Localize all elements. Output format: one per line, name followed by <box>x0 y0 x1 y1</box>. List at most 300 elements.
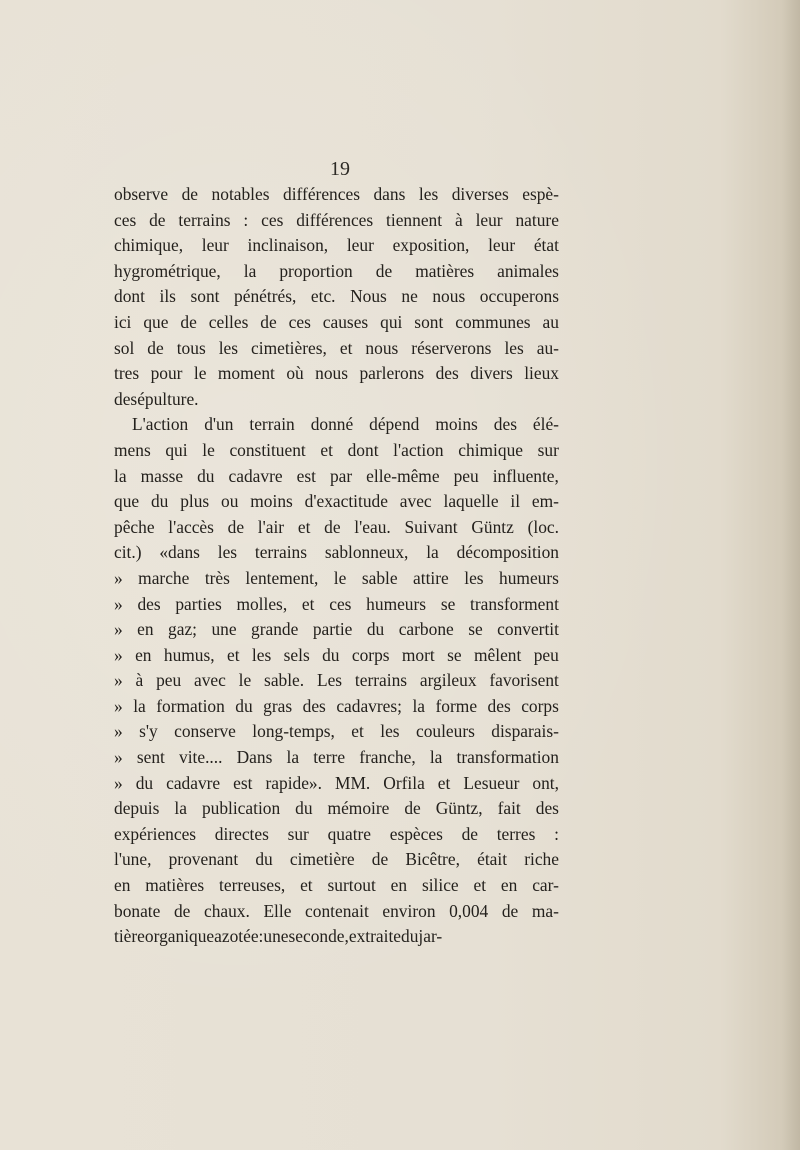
word: pour <box>150 363 183 384</box>
word: : <box>258 926 264 947</box>
text-line <box>114 489 559 515</box>
word: provenant <box>168 849 239 870</box>
word: sont <box>190 286 220 307</box>
word: réserverons <box>411 337 492 358</box>
word: nous <box>365 337 399 358</box>
word: : <box>243 209 249 230</box>
word: s'y <box>139 721 158 742</box>
text-line <box>114 694 559 720</box>
word: du <box>295 798 313 819</box>
word: » <box>114 772 123 793</box>
word: sol <box>114 337 135 358</box>
word: que <box>143 311 169 332</box>
word: environ <box>382 900 436 921</box>
word: sable. <box>264 670 305 691</box>
word: la <box>286 747 300 768</box>
word: terreuses, <box>219 875 286 896</box>
word: gras <box>263 695 293 716</box>
word: inclinaison, <box>247 235 329 256</box>
word: Elle <box>263 900 292 921</box>
word: terrains <box>178 209 231 230</box>
word: occuperons <box>479 286 559 307</box>
word: plus <box>180 491 210 512</box>
word: peu <box>533 644 559 665</box>
word: » <box>114 695 123 716</box>
text-line <box>114 566 559 592</box>
word: » <box>114 619 123 640</box>
word: favorisent <box>489 670 559 691</box>
word: avec <box>399 491 432 512</box>
word: expériences <box>114 823 197 844</box>
word: des <box>487 695 511 716</box>
word: jar- <box>418 926 443 947</box>
word: le <box>238 670 252 691</box>
text-line <box>114 361 559 387</box>
text-line <box>114 259 559 285</box>
text-line <box>114 412 559 438</box>
word: tous <box>176 337 206 358</box>
word: attire <box>413 567 449 588</box>
word: du <box>197 465 215 486</box>
word: des <box>137 593 161 614</box>
word: l'air <box>257 516 285 537</box>
word: partie <box>312 619 353 640</box>
word: leur <box>488 235 516 256</box>
word: les <box>217 542 238 563</box>
word: est <box>233 772 253 793</box>
word: au <box>542 311 559 332</box>
word: Suivant <box>404 516 458 537</box>
word: ils <box>159 286 176 307</box>
word: dont <box>114 286 145 307</box>
word: matières <box>415 260 475 281</box>
word: humus, <box>163 644 215 665</box>
word: les <box>380 721 400 742</box>
text-line <box>114 208 559 234</box>
word: espèces <box>389 823 443 844</box>
word: en <box>114 875 131 896</box>
word: l'eau. <box>354 516 391 537</box>
word: conserve <box>174 721 236 742</box>
word: de <box>501 900 519 921</box>
word: humeurs <box>499 567 559 588</box>
word: élé- <box>532 414 559 435</box>
word: dans <box>373 184 406 204</box>
text-line <box>114 873 559 899</box>
word: proportion <box>279 260 353 281</box>
word: cimetière <box>289 849 355 870</box>
word: l'une, <box>114 849 152 870</box>
text-line <box>114 387 559 413</box>
word: se <box>440 593 456 614</box>
word: différences <box>283 184 360 204</box>
word: influente, <box>492 465 559 486</box>
word: donné <box>310 414 354 435</box>
word: transformation <box>456 747 559 768</box>
word: ne <box>401 286 418 307</box>
word: azotée <box>214 926 259 947</box>
word: ici <box>114 311 132 332</box>
text-line <box>114 668 559 694</box>
word: des <box>302 695 326 716</box>
word: 0,004 <box>449 900 489 921</box>
word: chimique, <box>114 235 184 256</box>
word: matières <box>145 875 205 896</box>
word: vite.... <box>179 747 223 768</box>
word: chaux. <box>203 900 250 921</box>
word: sent <box>136 747 165 768</box>
word: mémoire <box>327 798 390 819</box>
word: exposition, <box>392 235 470 256</box>
word: et <box>226 644 240 665</box>
word: du <box>255 849 273 870</box>
word: riche <box>524 849 559 870</box>
word: lentement, <box>245 567 319 588</box>
word: l'accès <box>168 516 214 537</box>
word: mort <box>401 644 435 665</box>
word: mêlent <box>474 644 522 665</box>
word: organique <box>144 926 215 947</box>
word: sépulture. <box>130 388 199 409</box>
word: cit.) <box>114 542 142 563</box>
text-line <box>114 438 559 464</box>
word: du <box>366 619 385 640</box>
word: du <box>322 644 340 665</box>
word: couleurs <box>415 721 475 742</box>
word: pêche <box>114 516 155 537</box>
text-line <box>114 719 559 745</box>
word: peu <box>453 465 479 486</box>
word: les <box>251 644 272 665</box>
body-text <box>114 182 559 950</box>
word: cadavre <box>166 772 221 793</box>
page-number: 19 <box>330 158 350 180</box>
word: au- <box>536 337 559 358</box>
word: Güntz <box>471 516 514 537</box>
word: nous <box>432 286 466 307</box>
word: en <box>135 644 152 665</box>
word: d'un <box>204 414 234 435</box>
word: une <box>263 926 289 947</box>
word: celles <box>208 311 249 332</box>
text-line <box>114 284 559 310</box>
word: lieux <box>524 363 559 384</box>
text-line <box>114 796 559 822</box>
word: sels <box>283 644 310 665</box>
word: molles, <box>236 593 288 614</box>
text-line <box>114 592 559 618</box>
word: la <box>114 465 127 486</box>
word: em- <box>531 491 559 512</box>
word: et <box>297 516 311 537</box>
word: forme <box>435 695 478 716</box>
word: transforment <box>470 593 559 614</box>
word: » <box>114 644 123 665</box>
word: silice <box>421 875 459 896</box>
word: de <box>180 311 197 332</box>
word: le <box>202 439 215 460</box>
word: Lesueur <box>463 772 520 793</box>
word: à <box>454 209 463 230</box>
word: le <box>333 567 347 588</box>
word: ces <box>114 209 137 230</box>
word: divers <box>470 363 513 384</box>
word: en <box>390 875 408 896</box>
word: quatre <box>327 823 372 844</box>
word: leur <box>201 235 229 256</box>
word: de <box>147 337 164 358</box>
word: la <box>133 695 146 716</box>
word: la <box>426 542 439 563</box>
word: marche <box>138 567 190 588</box>
word: dépend <box>369 414 420 435</box>
word: de <box>461 823 478 844</box>
text-line <box>114 899 559 925</box>
word: moins <box>250 491 293 512</box>
word: était <box>477 849 508 870</box>
word: leur <box>346 235 374 256</box>
word: de <box>324 516 341 537</box>
word: de <box>173 900 191 921</box>
word: Les <box>316 670 343 691</box>
word: sur <box>287 823 309 844</box>
text-line <box>114 643 559 669</box>
word: et <box>300 875 313 896</box>
word: dont <box>347 439 379 460</box>
word: cadavres; <box>336 695 402 716</box>
word: la <box>412 695 426 716</box>
word: qui <box>165 439 188 460</box>
word: » <box>114 747 123 768</box>
word: à <box>135 670 144 691</box>
word: avec <box>194 670 226 691</box>
word: tière <box>114 926 145 947</box>
word: directes <box>214 823 269 844</box>
word: de <box>404 798 421 819</box>
word: les <box>504 337 524 358</box>
word: corps <box>351 644 390 665</box>
word: franche, <box>359 747 416 768</box>
word: pénétrés, <box>234 286 297 307</box>
word: fait <box>497 798 521 819</box>
word: convertit <box>497 619 559 640</box>
word: contenait <box>305 900 369 921</box>
word: par <box>329 465 353 486</box>
word: moment <box>217 363 275 384</box>
word: observe <box>114 184 169 204</box>
word: » <box>114 593 123 614</box>
word: MM. <box>334 772 371 793</box>
word: etc. <box>310 286 336 307</box>
word: «dans <box>159 542 200 563</box>
word: tres <box>114 363 140 384</box>
word: depuis <box>114 798 160 819</box>
word: » <box>114 670 123 691</box>
word: en <box>500 875 518 896</box>
text-line <box>114 771 559 797</box>
word: la <box>243 260 257 281</box>
word: les <box>218 337 239 358</box>
word: » <box>114 567 123 588</box>
word: qui <box>380 311 403 332</box>
word: causes <box>322 311 369 332</box>
word: sable <box>361 567 398 588</box>
word: la <box>174 798 187 819</box>
word: de <box>114 388 131 409</box>
word: du <box>401 926 419 947</box>
word: diverses <box>451 184 509 204</box>
word: des <box>493 414 517 435</box>
word: de <box>371 849 389 870</box>
word: nature <box>515 209 559 230</box>
word: Nous <box>350 286 387 307</box>
word: laquelle <box>443 491 499 512</box>
word: du <box>150 491 169 512</box>
word: : <box>554 823 559 844</box>
word: peu <box>156 670 182 691</box>
word: gaz; <box>168 619 197 640</box>
text-line <box>114 924 559 950</box>
word: moins <box>435 414 478 435</box>
word: de <box>149 209 166 230</box>
word: se <box>468 619 483 640</box>
word: bonate <box>114 900 161 921</box>
word: terrain <box>249 414 295 435</box>
text-line <box>114 540 559 566</box>
word: argileux <box>419 670 477 691</box>
word: Güntz, <box>435 798 483 819</box>
word: du <box>135 772 154 793</box>
word: grande <box>251 619 299 640</box>
word: la <box>429 747 443 768</box>
text-line <box>114 233 559 259</box>
word: extraite <box>348 926 402 947</box>
word: espè- <box>522 184 559 204</box>
text-line <box>114 515 559 541</box>
word: du <box>235 695 253 716</box>
word: tiennent <box>386 209 443 230</box>
word: hygrométrique, <box>114 260 221 281</box>
word: ces <box>261 209 284 230</box>
word: et <box>473 875 487 896</box>
word: sur <box>537 439 559 460</box>
word: cimetières, <box>251 337 327 358</box>
word: constituent <box>229 439 306 460</box>
word: communes <box>455 311 531 332</box>
word: disparais- <box>491 721 559 742</box>
word: surtout <box>327 875 376 896</box>
word: ces <box>329 593 352 614</box>
word: que <box>114 491 140 512</box>
word: est <box>296 465 316 486</box>
text-line <box>114 847 559 873</box>
word: elle-même <box>366 465 440 486</box>
word: ont, <box>532 772 559 793</box>
word: » <box>114 721 123 742</box>
word: d'exactitude <box>304 491 388 512</box>
word: rapide». <box>265 772 322 793</box>
word: masse <box>140 465 184 486</box>
word: en <box>137 619 154 640</box>
word: terrains <box>354 670 408 691</box>
word: une <box>211 619 237 640</box>
page-edge-shadow <box>782 0 800 1150</box>
word: Dans <box>236 747 273 768</box>
word: où <box>286 363 304 384</box>
word: car- <box>532 875 559 896</box>
word: ma- <box>531 900 559 921</box>
text-line <box>114 617 559 643</box>
word: formation <box>156 695 225 716</box>
word: leur <box>475 209 503 230</box>
word: décomposition <box>456 542 559 563</box>
word: chimique <box>458 439 523 460</box>
word: humeurs <box>366 593 427 614</box>
text-line <box>114 310 559 336</box>
word: cadavre <box>228 465 283 486</box>
word: notables <box>211 184 270 204</box>
word: Bicêtre, <box>405 849 460 870</box>
word: nous <box>315 363 349 384</box>
word: mens <box>114 439 151 460</box>
word: les <box>418 184 439 204</box>
word: ces <box>288 311 311 332</box>
word: carbone <box>398 619 454 640</box>
word: et <box>320 439 333 460</box>
word: des <box>435 363 459 384</box>
word: le <box>193 363 207 384</box>
word: terre <box>313 747 346 768</box>
word: de <box>227 516 245 537</box>
word: différences <box>296 209 374 230</box>
word: terres <box>496 823 536 844</box>
text-line <box>114 822 559 848</box>
text-line <box>114 336 559 362</box>
word: sont <box>414 311 444 332</box>
word: et <box>339 337 353 358</box>
word: de <box>181 184 199 204</box>
word: de <box>260 311 277 332</box>
word: et <box>351 721 364 742</box>
word: des <box>535 798 559 819</box>
word: parlerons <box>359 363 425 384</box>
word: publication <box>201 798 281 819</box>
word: terrains <box>254 542 308 563</box>
word: seconde, <box>288 926 349 947</box>
word: (loc. <box>527 516 559 537</box>
word: et <box>437 772 451 793</box>
word: et <box>301 593 315 614</box>
word: animales <box>497 260 559 281</box>
text-line <box>114 464 559 490</box>
word: l'action <box>393 439 444 460</box>
word: L'action <box>132 414 189 435</box>
word: les <box>464 567 484 588</box>
word: Orfila <box>383 772 425 793</box>
word: très <box>204 567 230 588</box>
word: de <box>375 260 393 281</box>
text-line <box>114 182 559 208</box>
word: il <box>510 491 521 512</box>
word: corps <box>521 695 559 716</box>
word: état <box>533 235 559 256</box>
word: ou <box>221 491 239 512</box>
word: se <box>447 644 462 665</box>
text-line <box>114 745 559 771</box>
word: parties <box>175 593 222 614</box>
word: sablonneux, <box>324 542 409 563</box>
word: long-temps, <box>252 721 335 742</box>
